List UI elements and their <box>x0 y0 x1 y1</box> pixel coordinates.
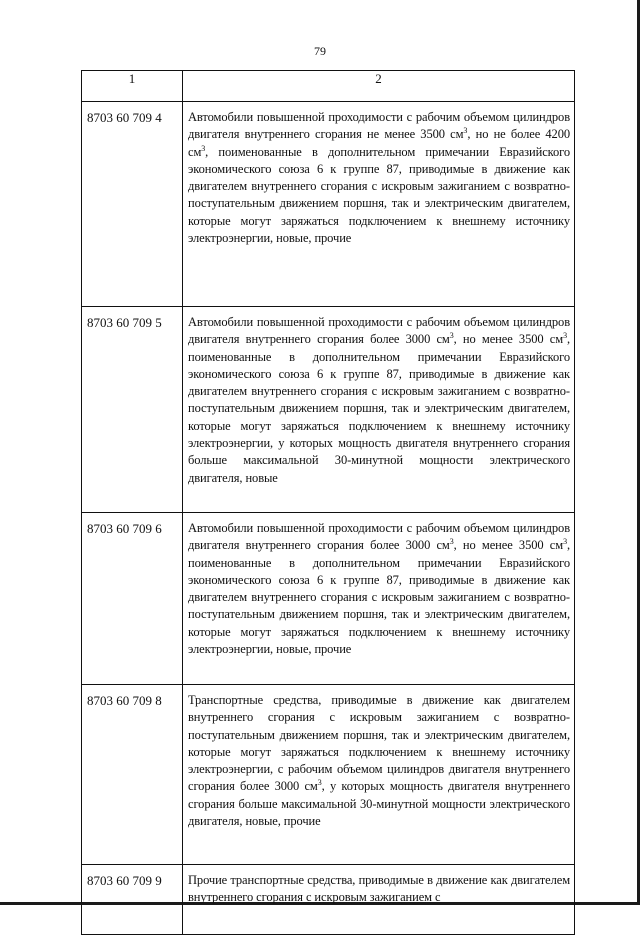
description-text: , но менее 3500 см <box>453 538 564 553</box>
table-row <box>82 102 575 307</box>
description-text: , у которых мощность двигателя внутреннего сгорания больше максимальной 30-минутной мощности электрического двигателя, новые, прочие <box>188 779 570 829</box>
table-header-row <box>82 71 575 102</box>
superscript-3: 3 <box>563 537 567 547</box>
superscript-3: 3 <box>449 537 454 547</box>
table-row <box>82 307 575 513</box>
description-text: , но не более 4200 см <box>188 127 570 159</box>
description-text: , поименованные в дополнительном примечании Евразийского экономического союза 6 к группе 87, приводимые в движение как двигателем внутреннего сгорания с искровым зажиганием с возвратно-поступательным движением поршня, так и электрическим двигателем, которые могут заряжаться подключением к внешнему источнику электроэнергии, новые, прочие <box>188 144 570 246</box>
table-row <box>82 865 575 935</box>
column-header-description: 2 <box>183 71 575 102</box>
column-header-code: 1 <box>82 71 183 102</box>
page-number: 79 <box>314 44 326 58</box>
goods-description <box>183 102 575 307</box>
tariff-code: 8703 60 709 4 <box>82 102 183 307</box>
description-text: , поименованные в дополнительном примечании Евразийского экономического союза 6 к группе 87, приводимые в движение как двигателем внутреннего сгорания с искровым зажиганием с возвратно-поступательным движением поршня, так и электрическим двигателем, которые могут заряжаться подключением к внешнему источнику электроэнергии, новые, прочие <box>188 538 570 657</box>
superscript-3: 3 <box>317 778 322 788</box>
customs-code-table <box>81 70 575 935</box>
description-text: Транспортные средства, приводимые в движение как двигателем внутреннего сгорания с искровым зажиганием с возвратно-поступательным движением поршня, так и электрическим двигателем, которые могут заряжаться подключением к внешнему источнику электроэнергии, с рабочим объемом цилиндров двигателя внутреннего сгорания более 3000 см <box>188 693 570 794</box>
superscript-3: 3 <box>201 143 206 153</box>
superscript-3: 3 <box>463 126 468 136</box>
tariff-code: 8703 60 709 9 <box>82 865 183 935</box>
goods-description <box>183 307 575 513</box>
superscript-3: 3 <box>449 331 454 341</box>
description-text: , но менее 3500 см <box>453 332 564 347</box>
superscript-3: 3 <box>563 331 567 341</box>
description-text: Автомобили повышенной проходимости с рабочим объемом цилиндров двигателя внутреннего сгорания не менее 3500 см <box>188 110 570 142</box>
goods-description <box>183 513 575 685</box>
description-text: Автомобили повышенной проходимости с рабочим объемом цилиндров двигателя внутреннего сгорания более 3000 см <box>188 315 570 347</box>
description-text: , поименованные в дополнительном примечании Евразийского экономического союза 6 к группе 87, приводимые в движение как двигателем внутреннего сгорания с искровым зажиганием с возвратно-поступательным движением поршня, так и электрическим двигателем, которые могут заряжаться подключением к внешнему источнику электроэнергии, у которых мощность двигателя внутреннего сгорания больше максимальной 30-минутной мощности электрического двигателя, новые <box>188 332 570 485</box>
tariff-code: 8703 60 709 6 <box>82 513 183 685</box>
goods-description <box>183 685 575 865</box>
goods-description <box>183 865 575 935</box>
tariff-code: 8703 60 709 5 <box>82 307 183 513</box>
tariff-code: 8703 60 709 8 <box>82 685 183 865</box>
description-text: Автомобили повышенной проходимости с рабочим объемом цилиндров двигателя внутреннего сгорания более 3000 см <box>188 521 570 553</box>
description-text: Прочие транспортные средства, приводимые в движение как двигателем внутреннего сгорания с искровым зажиганием с <box>188 873 570 905</box>
table-row <box>82 513 575 685</box>
table-row <box>82 685 575 865</box>
